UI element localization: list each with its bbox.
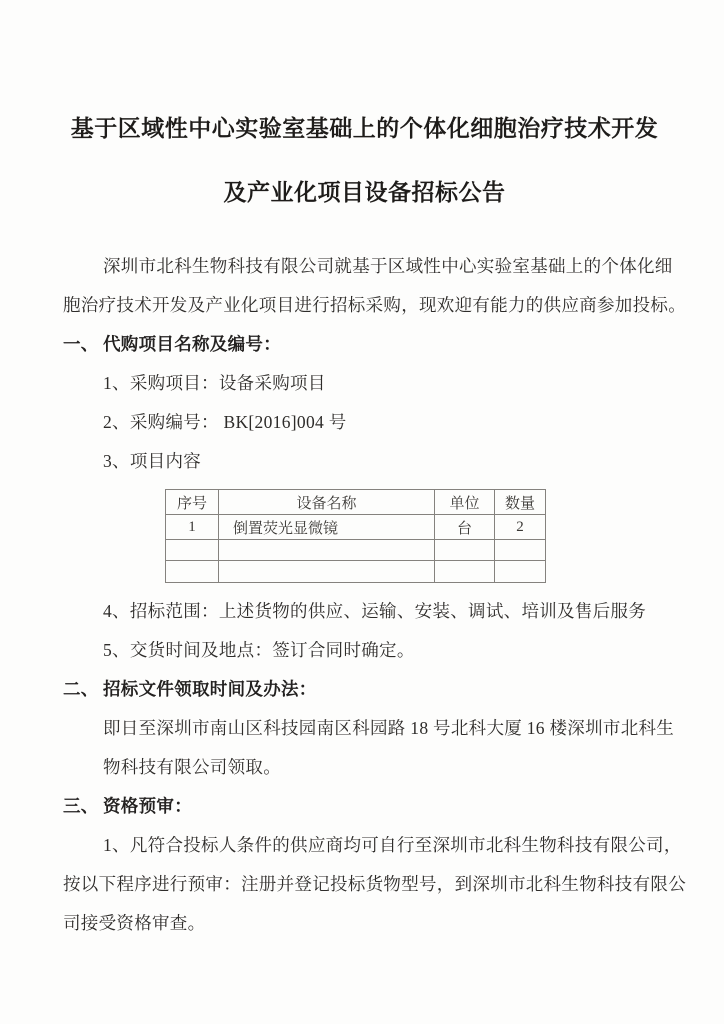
section-1-marker: 一、 [63, 334, 99, 354]
table-cell-unit [435, 561, 495, 583]
table-cell-seq [166, 561, 219, 583]
table-header-name: 设备名称 [219, 490, 435, 515]
table-header-seq: 序号 [166, 490, 219, 515]
table-row [166, 561, 546, 583]
table-header-qty: 数量 [495, 490, 546, 515]
table-cell-name [219, 540, 435, 561]
table-row [166, 515, 546, 540]
table-cell-qty: 2 [495, 515, 546, 540]
table-cell-unit: 台 [435, 515, 495, 540]
section-3-line-2: 按以下程序进行预审：注册并登记投标货物型号，到深圳市北科生物科技有限公 [63, 874, 686, 894]
table-cell-seq [166, 540, 219, 561]
section-2-heading [63, 675, 666, 703]
section-1-item-2: 2、采购编号： BK[2016]004 号 [103, 412, 347, 432]
intro-paragraph-line-2: 胞治疗技术开发及产业化项目进行招标采购，现欢迎有能力的供应商参加投标。 [63, 295, 686, 315]
equipment-table-wrapper [165, 489, 666, 583]
section-3-heading-label: 资格预审： [103, 796, 192, 816]
document-title-line-2: 及产业化项目设备招标公告 [223, 180, 506, 205]
intro-paragraph-line-1: 深圳市北科生物科技有限公司就基于区域性中心实验室基础上的个体化细 [103, 256, 673, 276]
section-2-marker: 二、 [63, 679, 99, 699]
table-cell-qty [495, 540, 546, 561]
table-cell-name: 倒置荧光显微镜 [219, 515, 435, 540]
section-2-line-1: 即日至深圳市南山区科技园南区科园路 18 号北科大厦 16 楼深圳市北科生 [103, 718, 675, 738]
table-cell-seq: 1 [166, 515, 219, 540]
document-title-line-1: 基于区域性中心实验室基础上的个体化细胞治疗技术开发 [70, 116, 659, 141]
table-cell-name [219, 561, 435, 583]
section-3-marker: 三、 [63, 796, 99, 816]
section-1-heading-label: 代购项目名称及编号： [103, 334, 281, 354]
section-2-heading-label: 招标文件领取时间及办法： [103, 679, 317, 699]
section-2-line-2: 物科技有限公司领取。 [103, 757, 281, 777]
section-1-item-4: 4、招标范围：上述货物的供应、运输、安装、调试、培训及售后服务 [103, 601, 647, 621]
document-content [0, 112, 724, 937]
section-1-heading [63, 330, 666, 358]
section-3-line-1: 1、凡符合投标人条件的供应商均可自行至深圳市北科生物科技有限公司， [103, 835, 682, 855]
section-3-line-3: 司接受资格审查。 [63, 913, 206, 933]
table-row [166, 540, 546, 561]
table-cell-unit [435, 540, 495, 561]
equipment-table [165, 489, 546, 583]
table-header-unit: 单位 [435, 490, 495, 515]
table-cell-qty [495, 561, 546, 583]
section-3-heading [63, 792, 666, 820]
section-1-item-1: 1、采购项目：设备采购项目 [103, 373, 326, 393]
equipment-table-header-row [166, 490, 546, 515]
section-1-item-5: 5、交货时间及地点：签订合同时确定。 [103, 640, 415, 660]
section-1-item-3: 3、项目内容 [103, 451, 202, 471]
